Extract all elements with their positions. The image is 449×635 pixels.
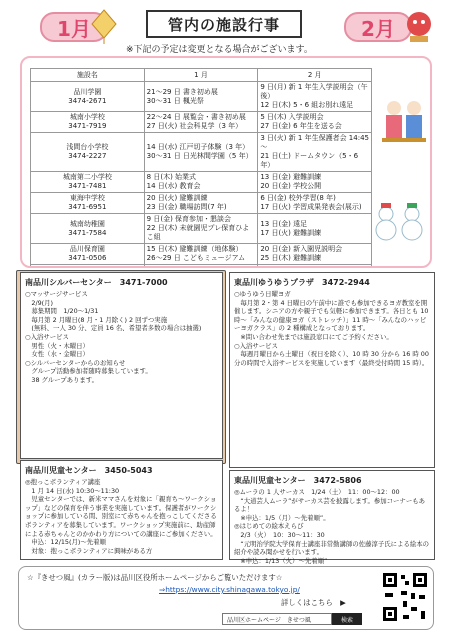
january-cell: 9 日(金) 保育参加・懇談会 22 日(木) 未就園児プレ保育ひよこ組	[144, 214, 258, 244]
footer	[18, 566, 434, 630]
facility-cell: 東海中学校 3471-6951	[31, 193, 145, 214]
table-row	[31, 265, 372, 269]
february-cell: 5 日(木) 入学説明会 27 日(金) 6 年生を送る会	[258, 112, 372, 133]
facility-cell	[31, 265, 145, 269]
search-input[interactable]: 品川区ホームページ きせつ風	[222, 613, 332, 625]
city-website-link[interactable]: ⇒https://www.city.shinagawa.tokyo.jp/	[159, 585, 300, 594]
january-cell: 20 日(火) 避難訓練 23 日(金) 職場訪問(7 年)	[144, 193, 258, 214]
senior-center-box	[20, 272, 223, 459]
facility-cell: 城南幼稚園 3471-7584	[31, 214, 145, 244]
january-cell: 22～24 日 展覧会・書き初め展 27 日(火) 社会科見学（3 年）	[144, 112, 258, 133]
facility-cell: 品川学園 3474-2671	[31, 82, 145, 112]
minami-kids-center-box	[20, 460, 223, 560]
higashi-kids-center-box	[229, 470, 435, 565]
dolls-illustration	[380, 98, 428, 144]
february-cell: 20 日(金) 新入園児説明会 25 日(木) 避難訓練	[258, 244, 372, 265]
table-row	[31, 244, 372, 265]
table-row	[31, 193, 372, 214]
january-cell: 8 日(木) 始業式 14 日(水) 教育会	[144, 172, 258, 193]
schedule-table	[30, 68, 372, 268]
senior-center-body: ○マッサージサービス 2/9(月) 募集期間 1/20～1/31 毎月第 2 月曜日(8 月・1 月除く) 2 回ずつ実施 (無料、一人 30 分、定員 16 名、希望者多数の場合は抽選) ○入浴サービス 男性（火・木曜日） 女性（水・金曜日） ○シルバーセンターからのお知らせ グループ活動参加者随時募集しています。 38 グループあります。	[25, 290, 202, 384]
february-cell	[258, 265, 372, 269]
higashi-kids-body: ◎ムーラの 1 人サーカス 1/24（土） 11：00～12：00 “大道芸人ムーラ”がサーカス芸を披露します。参加コーナーもあるよ！ ※申込：1/5（月）～先着順”。 ◎はじめての絵本えらび 2/3（火） 10：30～11：30 “元明治学院大学保育士講座非常勤講師の佐藤淳子氏による絵本の紹介や読み聞かせを行います。 ※申込：1/13（火）～先着順”	[234, 488, 430, 565]
february-cell: 13 日(金) 遠足 17 日(火) 避難訓練	[258, 214, 372, 244]
february-cell: 13 日(金) 避難訓練 20 日(金) 学校公開	[258, 172, 372, 193]
search-button[interactable]: 検索	[332, 613, 362, 625]
month-january-badge: 1月	[40, 12, 108, 42]
senior-center-title: 南品川シルバーセンター 3471-7000	[25, 278, 168, 287]
table-row	[31, 133, 372, 172]
header-february: 2 月	[258, 69, 372, 82]
january-cell: 14 日(水) 江戸切子体験（3 年） 30～31 日 日光林間学園（5 年）	[144, 133, 258, 172]
minami-kids-title: 南品川児童センター 3450-5043	[25, 466, 153, 475]
yuyu-plaza-box	[229, 272, 435, 468]
february-cell: 3 日(火) 新 1 年生保護者会 14:45～ 21 日(土) ドームタウン（5・6 年）	[258, 133, 372, 172]
header-january: 1 月	[144, 69, 258, 82]
table-row	[31, 112, 372, 133]
january-cell: 21～29 日 書き初め展 30～31 日 楓光祭	[144, 82, 258, 112]
details-link[interactable]: 詳しくはこちら ▶	[281, 598, 346, 607]
facility-cell: 城南第二小学校 3471-7481	[31, 172, 145, 193]
yuyu-plaza-title: 東品川ゆうゆうプラザ 3472-2944	[234, 278, 370, 287]
table-row	[31, 82, 372, 112]
footer-info: ☆『きせつ風』(カラー版)は品川区役所ホームページからご覧いただけます☆	[27, 573, 283, 582]
qr-code-icon	[381, 571, 429, 625]
february-cell: 9 日(月) 新 1 年生入学説明会（午後） 12 日(木) 5・6 組お別れ遠足	[258, 82, 372, 112]
february-cell: 6 日(金) 校外学習(8 年) 17 日(火) 学習成果発表会(展示)	[258, 193, 372, 214]
month-february-badge: 2月	[344, 12, 412, 42]
minami-kids-body: ◎抱っこボランティア講座 1 月 14 日(水) 10:30～11:30 児童センターでは、新米ママさんを対象に「親育ち～ワークショップ」などの保育を伴う事業を実施しています。保護者がワークショップに参加している間、別室にて赤ちゃんを抱っこしてくださるボランティアを募集しています。ワークショップ実施前に、助産師による赤ちゃんとのかかわり方についての講座にご参加ください。 申込：12/15(月)～先着順 対象：抱っこボランティアに興味がある方	[25, 478, 217, 555]
snowmen-illustration	[372, 198, 428, 242]
higashi-kids-title: 東品川児童センター 3472-5806	[234, 476, 362, 485]
mask-icon	[405, 8, 433, 44]
schedule-notice: ※下記の予定は変更となる場合がございます。	[126, 45, 313, 55]
facility-cell: 浅間台小学校 3474-2227	[31, 133, 145, 172]
table-row	[31, 214, 372, 244]
table-row	[31, 172, 372, 193]
facility-cell: 品川保育園 3471-0506	[31, 244, 145, 265]
january-cell	[144, 265, 258, 269]
page-title: 管内の施設行事	[146, 10, 302, 38]
schedule-panel	[20, 56, 432, 268]
kite-icon	[90, 8, 118, 44]
header-facility: 施設名	[31, 69, 145, 82]
header	[0, 0, 449, 56]
facility-cell: 城南小学校 3471-7919	[31, 112, 145, 133]
yuyu-plaza-body: ○ゆうゆう日曜ヨガ 毎月第 2・第 4 日曜日の午前中に誰でも参加できるヨガ教室を開催します。シニアの方や親子でも気軽に参加できます。各日とも 10 時～「みんなの健康ヨガ（ストレッチ）」11 時～「みんなのハッピーヨガクラス」の 2 種構成となっております。 ※問い合わせ先までは施設窓口にてご予約ください。 ○入浴サービス 毎週月曜日から土曜日（祝日を除く）、10 時 30 分から 16 時 00 分の時間で入浴サービスを実施しています（最終受付時間 15 時）。	[234, 290, 429, 367]
january-cell: 15 日(木) 避難訓練（地体験） 26～29 日 こどもミュージアム	[144, 244, 258, 265]
